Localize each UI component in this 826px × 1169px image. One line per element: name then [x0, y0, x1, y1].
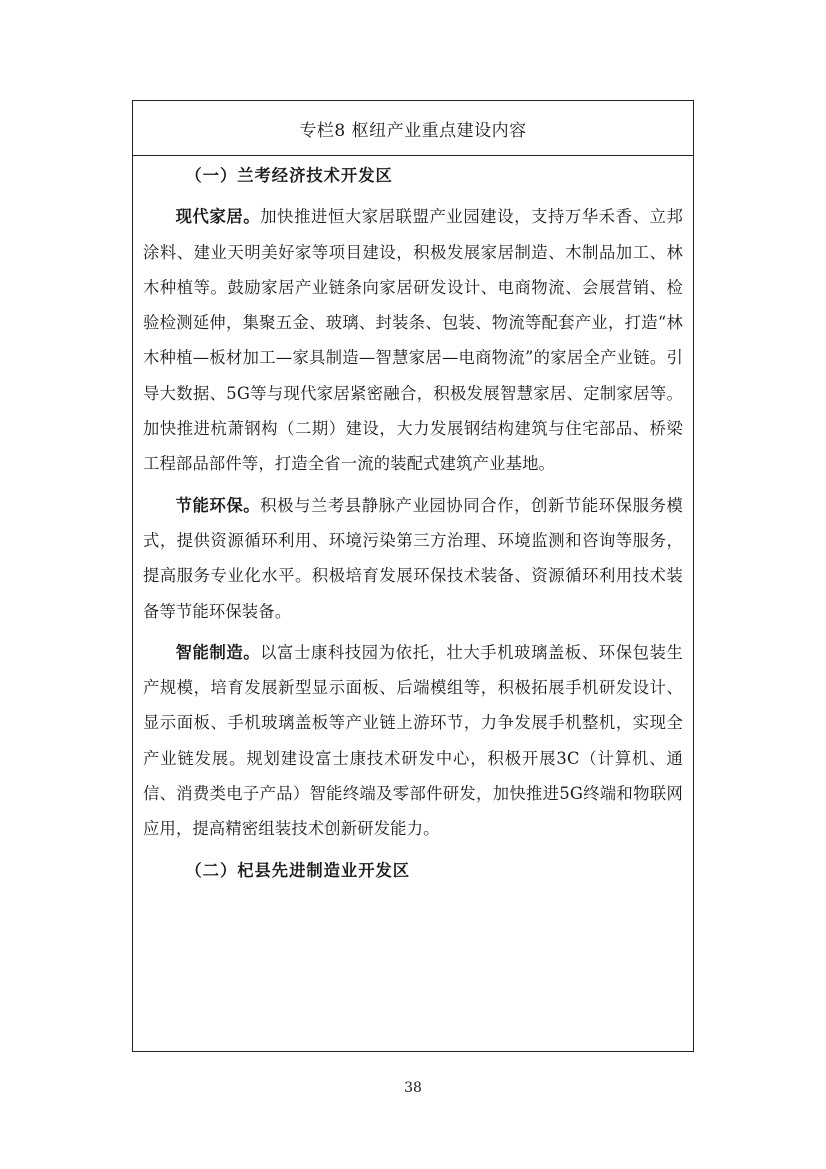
paragraph-lead: 节能环保。: [175, 495, 261, 515]
paragraph-lead: 现代家居。: [175, 207, 261, 227]
section-heading-2: （二）杞县先进制造业开发区: [185, 860, 411, 880]
section-heading-1: （一）兰考经济技术开发区: [185, 166, 393, 185]
paragraph-energy-saving: [143, 488, 683, 629]
box-title: 专栏8 枢纽产业重点建设内容: [133, 101, 693, 156]
paragraph-modern-home: [143, 199, 683, 481]
paragraph-text: 以富士康科技园为依托，壮大手机玻璃盖板、环保包装生产规模，培育发展新型显示面板、后端模组等，积极拓展手机研发设计、显示面板、手机玻璃盖板等产业链上游环节，力争发展手机整机，实现全产业链发展。规划建设富士康技术研发中心，积极开展3C（计算机、通信、消费类电子产品）智能终端及零部件研发，加快推进5G终端和物联网应用，提高精密组装技术创新研发能力。: [143, 642, 683, 839]
box-body: [133, 156, 693, 888]
page-number: 38: [404, 1080, 422, 1096]
paragraph-text: 积极与兰考县静脉产业园协同合作，创新节能环保服务模式，提供资源循环利用、环境污染第三方治理、环境监测和咨询等服务，提高服务专业化水平。积极培育发展环保技术装备、资源循环利用技术装备等节能环保装备。: [143, 495, 683, 621]
paragraph-text: 加快推进恒大家居联盟产业园建设，支持万华禾香、立邦涂料、建业天明美好家等项目建设，积极发展家居制造、木制品加工、林木种植等。鼓励家居产业链条向家居研发设计、电商物流、会展营销、检验检测延伸，集聚五金、玻璃、封装条、包装、物流等配套产业，打造“林木种植—板材加工—家具制造—智慧家居—电商物流”的家居全产业链。引导大数据、5G等与现代家居紧密融合，积极发展智慧家居、定制家居等。加快推进杭萧钢构（二期）建设，大力发展钢结构建筑与住宅部品、桥梁工程部品部件等，打造全省一流的装配式建筑产业基地。: [143, 207, 683, 474]
paragraph-smart-manufacturing: [143, 635, 683, 847]
feature-box: [132, 100, 694, 1052]
paragraph-lead: 智能制造。: [175, 642, 261, 662]
